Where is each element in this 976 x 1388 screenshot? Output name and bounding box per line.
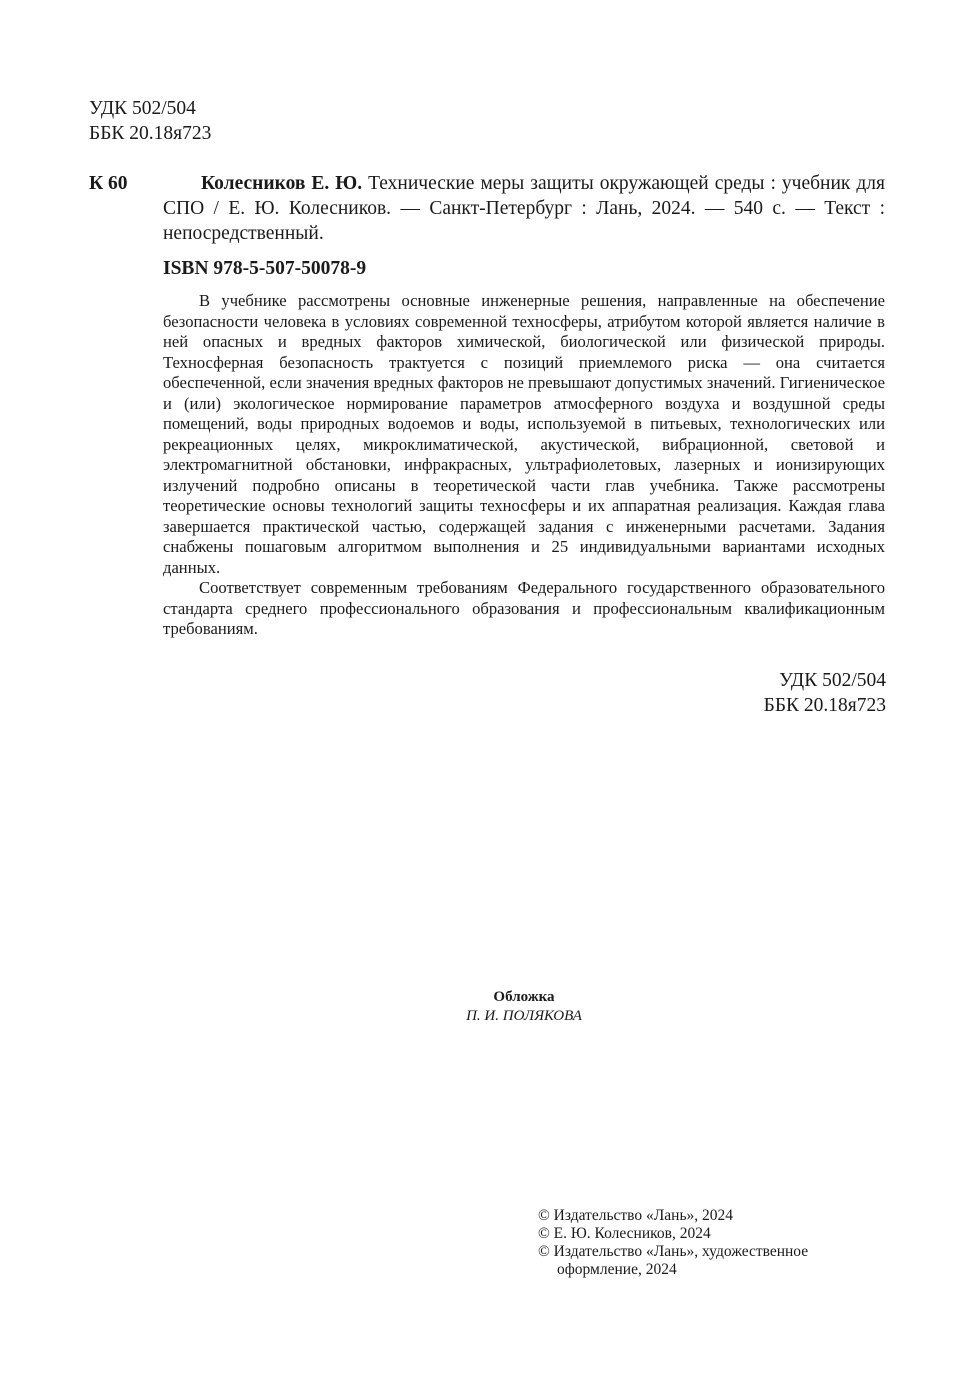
copyright-block [538, 1207, 868, 1279]
classification-footer [764, 668, 886, 718]
copyright-line: © Издательство «Лань», 2024 [538, 1207, 734, 1224]
bibliographic-record [163, 171, 885, 246]
udk-code-bottom: УДК 502/504 [779, 670, 886, 691]
isbn: ISBN 978-5-507-50078-9 [163, 258, 367, 279]
cover-title: Обложка [493, 989, 555, 1005]
annotation-paragraph: Соответствует современным требованиям Федерального государственного образовательного стандарта среднего профессионального образования и профессиональным квалификационным требованиям. [163, 578, 885, 638]
copyright-line: © Издательство «Лань», художественное [538, 1243, 809, 1260]
copyright-line: © Е. Ю. Колесников, 2024 [538, 1225, 711, 1242]
annotation-paragraph: В учебнике рассмотрены основные инженерные решения, направленные на обеспечение безопасности человека в условиях современной техносферы, атрибутом которой является наличие в ней опасных и вредных факторов химической, биологической или физической природы. Техносферная безопасность трактуется с позиций приемлемого риска — она считается обеспеченной, если значения вредных факторов не превышают допустимых значений. Гигиеническое и (или) экологическое нормирование параметров атмосферного воздуха и воздушной среды помещений, воды природных водоемов и воды, используемой в питьевых, технологических или рекреационных целях, микроклиматической, акустической, вибрационной, световой и электромагнитной обстановки, инфракрасных, ультрафиолетовых, лазерных и ионизирующих излучений подробно описаны в теоретической части глав учебника. Также рассмотрены теоретические основы технологий защиты техносферы и их аппаратная реализация. Каждая глава завершается практической частью, содержащей задания с инженерными расчетами. Задания снабжены пошаговым алгоритмом выполнения и 25 индивидуальными вариантами исходных данных. [163, 291, 885, 577]
cover-credit [424, 988, 624, 1026]
udk-code: УДК 502/504 [89, 98, 196, 119]
cover-designer: П. И. ПОЛЯКОВА [466, 1008, 582, 1024]
record-text: Технические меры защиты окружающей среды : учебник для СПО / Е. Ю. Колесников. — Санкт-Петербург : Лань, 2024. — 540 с. — Текст : непосредственный. [163, 173, 886, 244]
classification-header [89, 96, 211, 146]
author-sign: К 60 [89, 173, 128, 194]
bbk-code-bottom: ББК 20.18я723 [763, 695, 886, 716]
bbk-code: ББК 20.18я723 [89, 123, 212, 144]
author-name: Колесников Е. Ю. [201, 173, 363, 194]
annotation [163, 291, 885, 640]
copyright-line-continuation: оформление, 2024 [557, 1261, 677, 1278]
